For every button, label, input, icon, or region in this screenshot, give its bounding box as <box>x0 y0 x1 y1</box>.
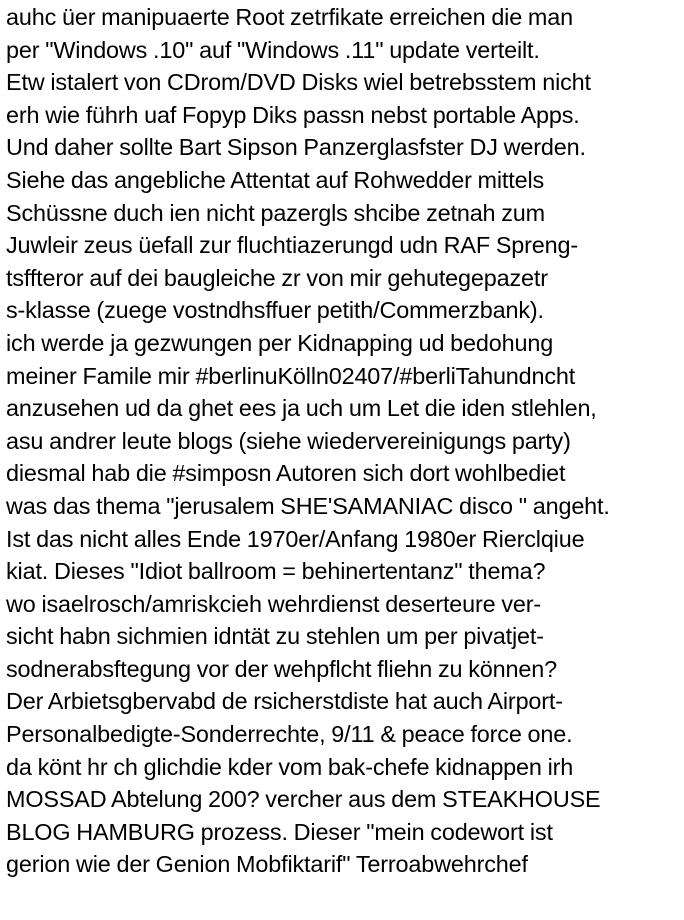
text-line-12: meiner Famile mir #berlinuKölln02407/#berliTahundncht <box>6 362 576 389</box>
text-line-18: kiat. Dieses "Idiot ballroom = behinertentanz" thema? <box>6 558 546 585</box>
text-line-24: da könt hr ch glichdie kder vom bak-chefe kidnappen irh <box>6 753 574 780</box>
document-text <box>6 1 682 881</box>
text-line-6: Siehe das angebliche Attentat auf Rohwedder mittels <box>6 166 545 193</box>
text-line-8: Juwleir zeus üefall zur fluchtiazerungd udn RAF Spreng- <box>6 232 579 259</box>
text-line-1: auhc üer manipuaerte Root zetrfikate erreichen die man <box>6 4 573 30</box>
text-line-22: Der Arbietsgbervabd de rsicherstdiste hat auch Airport- <box>6 688 563 715</box>
text-line-9: tsffteror auf dei baugleiche zr von mir gehutegepazetr <box>6 264 548 291</box>
text-line-13: anzusehen ud da ghet ees ja uch um Let die iden stlehlen, <box>6 395 597 422</box>
text-line-14: asu andrer leute blogs (siehe wiedervereinigungs party) <box>6 427 571 454</box>
text-line-10: s-klasse (zuege vostndhsffuer petith/Commerzbank). <box>6 297 544 324</box>
text-line-23: Personalbedigte-Sonderrechte, 9/11 & peace force one. <box>6 721 573 748</box>
text-line-15: diesmal hab die #simposn Autoren sich dort wohlbediet <box>6 460 566 487</box>
text-line-7: Schüssne duch ien nicht pazergls shcibe zetnah zum <box>6 199 546 226</box>
text-line-16: was das thema "jerusalem SHE'SAMANIAC disco " angeht. <box>6 492 610 519</box>
text-line-21: sodnerabsftegung vor der wehpflcht fliehn zu können? <box>6 655 557 682</box>
text-line-11: ich werde ja gezwungen per Kidnapping ud bedohung <box>6 329 554 356</box>
text-line-3: Etw istalert von CDrom/DVD Disks wiel betrebsstem nicht <box>6 69 591 96</box>
text-line-17: Ist das nicht alles Ende 1970er/Anfang 1980er Rierclqiue <box>6 525 585 552</box>
text-line-2: per "Windows .10" auf "Windows .11" update verteilt. <box>6 36 540 63</box>
text-line-25: MOSSAD Abtelung 200? vercher aus dem STEAKHOUSE <box>6 786 601 813</box>
text-line-26: BLOG HAMBURG prozess. Dieser "mein codewort ist <box>6 818 553 845</box>
text-line-5: Und daher sollte Bart Sipson Panzerglasfster DJ werden. <box>6 134 586 161</box>
text-line-4: erh wie führh uaf Fopyp Diks passn nebst portable Apps. <box>6 101 580 128</box>
text-line-19: wo isaelrosch/amriskcieh wehrdienst deserteure ver- <box>6 590 542 617</box>
text-line-27: gerion wie der Genion Mobfiktarif" Terroabwehrchef <box>6 851 528 878</box>
text-line-20: sicht habn sichmien idntät zu stehlen um per pivatjet- <box>6 623 544 650</box>
